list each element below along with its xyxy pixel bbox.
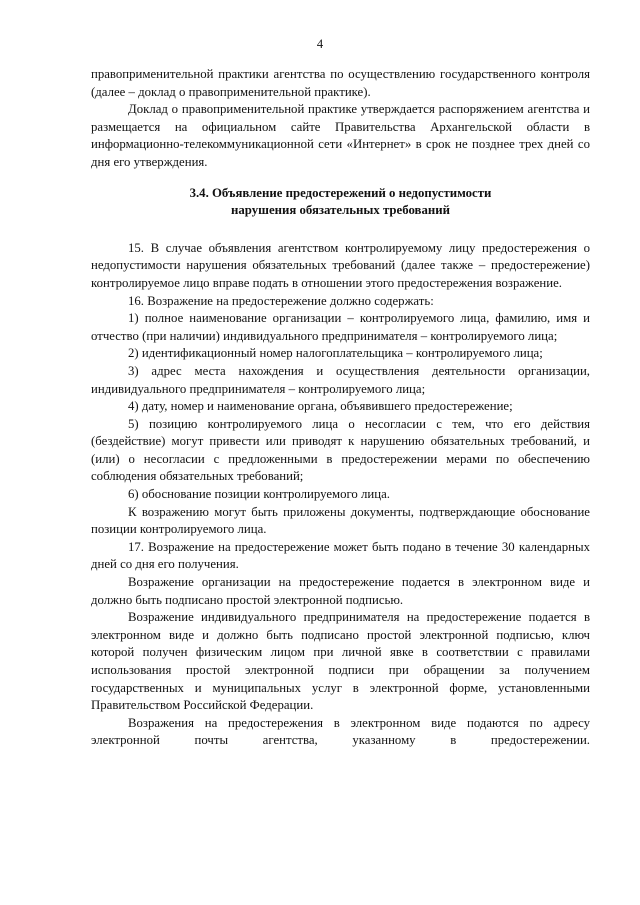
list-item: 4) дату, номер и наименование органа, объявившего предостережение; [128,399,513,414]
section-heading [91,185,590,220]
intro-paragraph: правоприменительной практики агентства по осуществлению государственного контроля (далее – доклад о правоприменительной практике). [91,67,590,99]
section-heading-line: 3.4. Объявление предостережений о недопустимости [189,185,492,200]
clause-paragraph: К возражению могут быть приложены документы, подтверждающие обоснование позиции контролируемого лица. [91,504,590,537]
intro-paragraph: Доклад о правоприменительной практике утверждается распоряжением агентства и размещается на официальном сайте Правительства Архангельской области в информационно-телекоммуникационной сети «Интернет» в срок не позднее трех дней со дня его утверждения. [91,102,590,169]
clause-paragraph: 16. Возражение на предостережение должно содержать: [128,293,434,308]
clause-paragraph: Возражение организации на предостережение подается в электронном виде и должно быть подписано простой электронной подписью. [91,575,590,607]
list-item: 3) адрес места нахождения и осуществления деятельности организации, индивидуального предпринимателя – контролируемого лица; [91,363,590,396]
clause-paragraph: 15. В случае объявления агентством контролируемому лицу предостережения о недопустимости нарушения обязательных требований (далее также – предостережение) контролируемое лицо вправе подать в отношении этого предостережения возражение. [91,240,590,290]
section-heading-line: нарушения обязательных требований [231,203,450,218]
list-item: 6) обоснование позиции контролируемого лица. [128,487,390,502]
list-item: 1) полное наименование организации – контролируемого лица, фамилию, имя и отчество (при наличии) индивидуального предпринимателя – контролируемого лица; [91,311,590,343]
document-body [91,66,590,750]
page-number: 4 [316,37,324,51]
clause-paragraph: 17. Возражение на предостережение может быть подано в течение 30 календарных дней со дня его получения. [91,539,590,572]
list-item: 5) позицию контролируемого лица о несогласии с тем, что его действия (бездействие) могут привести или приводят к нарушению обязательных требований, и (или) о несогласии с предложенными в предостережении мерами по обеспечению соблюдения обязательных требований; [91,416,590,484]
clause-paragraph: Возражения на предостережения в электронном виде подаются по адресу электронной почты агентства, указанному в предостережении. [91,715,590,748]
clause-paragraph: Возражение индивидуального предпринимателя на предостережение подается в электронном виде и должно быть подписано простой электронной подписью, ключ которой получен физическим лицом при личной явке в соответствии с правилами использования простой электронной подписи при обращении за получением государственных и муниципальных услуг в электронной форме, установленными Правительством Российской Федерации. [91,610,590,713]
list-item: 2) идентификационный номер налогоплательщика – контролируемого лица; [128,346,543,361]
